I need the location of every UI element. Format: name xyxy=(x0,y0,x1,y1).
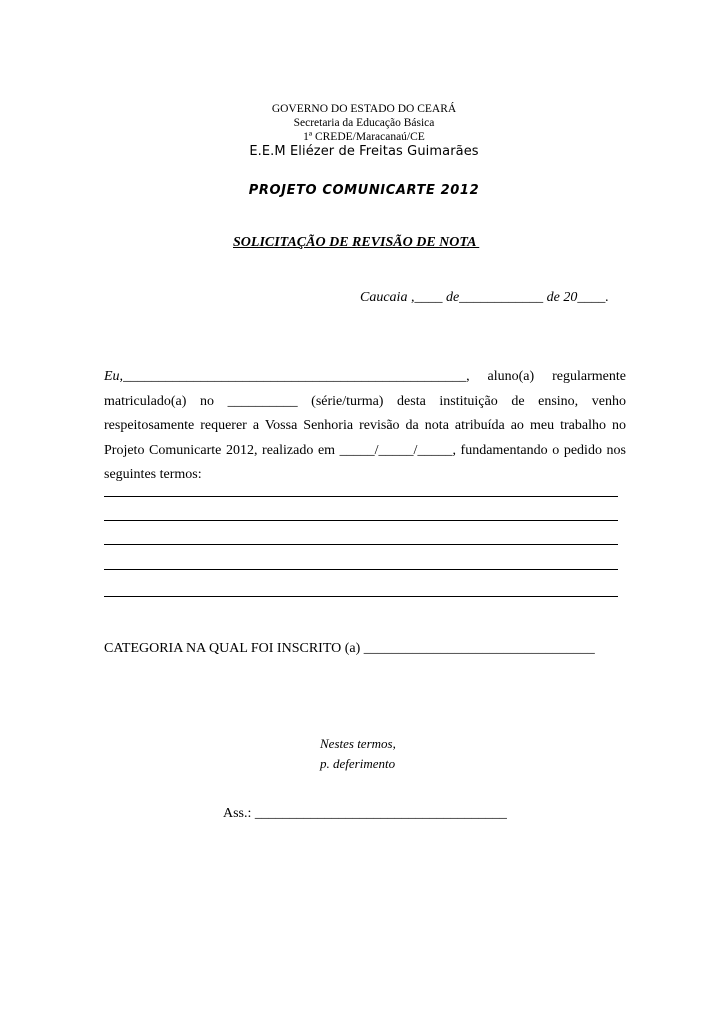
signature-line: Ass.: ____________________________________ xyxy=(223,806,507,821)
justification-line[interactable] xyxy=(104,520,618,521)
justification-line[interactable] xyxy=(104,544,618,545)
request-paragraph xyxy=(104,365,626,488)
government-header: GOVERNO DO ESTADO DO CEARÁ xyxy=(271,103,457,115)
request-lead: Eu, xyxy=(104,369,124,384)
closing-line-2: p. deferimento xyxy=(320,756,396,771)
document-title: SOLICITAÇÃO DE REVISÃO DE NOTA xyxy=(233,235,480,250)
closing-line-1: Nestes termos, xyxy=(320,736,396,751)
project-title: PROJETO COMUNICARTE 2012 xyxy=(248,183,480,198)
school-name: E.E.M Eliézer de Freitas Guimarães xyxy=(249,144,479,159)
justification-line[interactable] xyxy=(104,596,618,597)
crede-header: 1ª CREDE/Maracanaú/CE xyxy=(303,131,425,143)
place-date-line: Caucaia ,____ de____________ de 20____. xyxy=(360,290,609,305)
justification-line[interactable] xyxy=(104,569,618,570)
justification-line[interactable] xyxy=(104,496,618,497)
request-text: _________________________________________________, aluno(a) regularmente matriculado(a) no __________ (série/turma) desta instituição de ensino, venho respeitosamente requerer a Vossa Senhoria revisão da nota atribuída ao meu trabalho no Projeto Comunicarte 2012, realizado em _____/_____/_____, fundamentando o pedido nos seguintes termos: xyxy=(104,369,626,482)
secretariat-header: Secretaria da Educação Básica xyxy=(293,117,435,129)
category-field: CATEGORIA NA QUAL FOI INSCRITO (a) _________________________________ xyxy=(104,641,595,656)
